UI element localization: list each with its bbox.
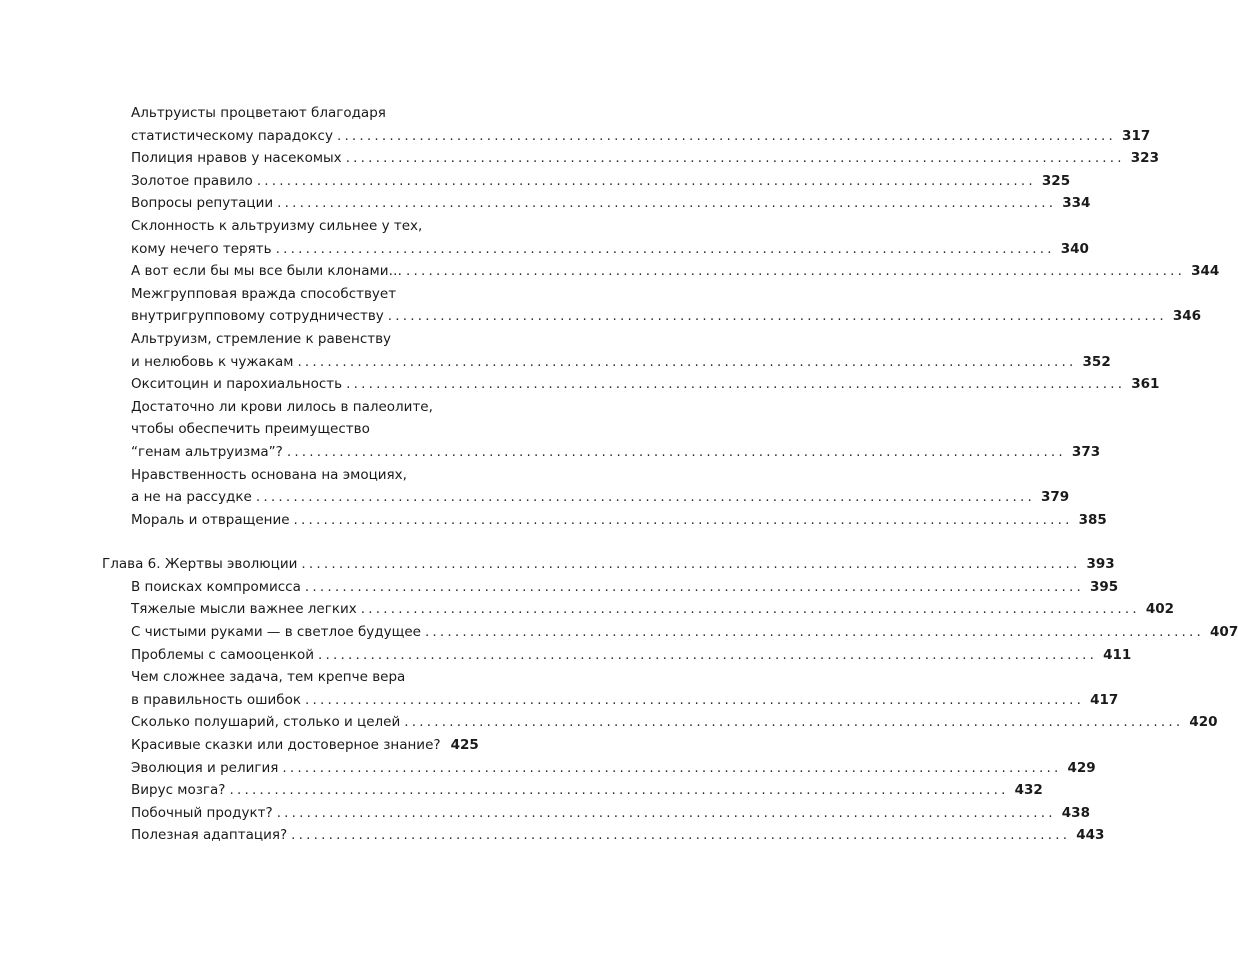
toc-page-number: 411 bbox=[1103, 646, 1132, 663]
toc-entry[interactable] bbox=[102, 802, 1090, 825]
toc-page-number: 407 bbox=[1210, 624, 1238, 641]
toc-page-number: 323 bbox=[1130, 150, 1159, 167]
toc-entry[interactable] bbox=[102, 260, 1220, 283]
toc-entry-title: Эволюция и религия bbox=[131, 759, 279, 776]
toc-entry-title: Альтруисты процветают благодаря bbox=[131, 105, 386, 121]
toc-entry-title: Сколько полушарий, столько и целей bbox=[131, 714, 401, 731]
toc-entry-title: Склонность к альтруизму сильнее у тех, bbox=[131, 217, 423, 234]
dot-leader: ........................................................................................................ bbox=[293, 511, 1073, 528]
toc-page-number: 344 bbox=[1191, 263, 1220, 280]
toc-entry-title: А вот если бы мы все были клонами… bbox=[131, 263, 402, 280]
table-of-contents bbox=[102, 102, 1238, 847]
toc-entry-title: Альтруизм, стремление к равенству bbox=[131, 330, 392, 347]
dot-leader: ........................................................................................................ bbox=[318, 646, 1098, 663]
toc-page-number: 334 bbox=[1062, 195, 1091, 212]
toc-page-number: 379 bbox=[1040, 489, 1070, 506]
toc-entry-title: Чем сложнее задача, тем крепче вера bbox=[131, 669, 406, 686]
toc-entry-title: Мораль и отвращение bbox=[131, 511, 290, 528]
dot-leader: ........................................................................................................ bbox=[286, 443, 1066, 460]
dot-leader: ........................................................................................................ bbox=[229, 782, 1009, 799]
toc-page-number: 402 bbox=[1145, 601, 1175, 618]
toc-entry[interactable] bbox=[102, 509, 1107, 532]
toc-page-number: 443 bbox=[1076, 827, 1105, 844]
toc-page-number: 438 bbox=[1061, 804, 1090, 821]
dot-leader: ........................................................................................................ bbox=[345, 150, 1125, 167]
toc-entry-title: чтобы обеспечить преимущество bbox=[131, 421, 370, 438]
toc-page-number: 346 bbox=[1172, 308, 1202, 325]
dot-leader: ........................................................................................................ bbox=[336, 127, 1117, 144]
toc-entry-title: Полезная адаптация? bbox=[131, 827, 288, 844]
dot-leader: ........................................................................................................ bbox=[277, 195, 1057, 212]
toc-entry[interactable] bbox=[102, 192, 1091, 215]
toc-page-number: 429 bbox=[1067, 759, 1096, 776]
toc-page-number: 325 bbox=[1041, 172, 1071, 189]
dot-leader: ........................................................................................................ bbox=[275, 240, 1055, 257]
toc-entry-title: а не на рассудке bbox=[131, 489, 252, 506]
toc-entry-title: Золотое правило bbox=[131, 172, 253, 189]
toc-entry-title: Полиция нравов у насекомых bbox=[131, 150, 342, 167]
toc-entry-title: Достаточно ли крови лилось в палеолите, bbox=[131, 398, 433, 415]
dot-leader: ........................................................................................................ bbox=[297, 353, 1077, 370]
toc-entry-title: и нелюбовь к чужакам bbox=[131, 353, 294, 370]
toc-entry[interactable] bbox=[102, 283, 1202, 328]
toc-entry[interactable] bbox=[102, 147, 1159, 170]
toc-entry[interactable] bbox=[102, 711, 1218, 734]
toc-entry[interactable] bbox=[102, 824, 1105, 847]
toc-entry-title: Окситоцин и парохиальность bbox=[131, 376, 343, 393]
dot-leader: ........................................................................................................ bbox=[256, 172, 1036, 189]
toc-entry-title: в правильность ошибок bbox=[131, 691, 301, 708]
toc-entry[interactable] bbox=[102, 621, 1238, 644]
dot-leader: ........................................................................................................ bbox=[301, 556, 1081, 573]
toc-page-number: 393 bbox=[1086, 556, 1115, 573]
toc-entry-title: статистическому парадоксу bbox=[131, 127, 333, 144]
toc-entry-title: Красивые сказки или достоверное знание? bbox=[131, 737, 441, 754]
toc-entry[interactable] bbox=[102, 576, 1119, 599]
toc-entry[interactable] bbox=[102, 734, 479, 757]
dot-leader: ........................................................................................................ bbox=[405, 263, 1186, 280]
toc-page-number: 361 bbox=[1131, 376, 1160, 393]
toc-page-number: 317 bbox=[1122, 127, 1151, 144]
dot-leader: ........................................................................................................ bbox=[360, 601, 1140, 618]
dot-leader: ........................................................................................................ bbox=[291, 827, 1071, 844]
dot-leader: ........................................................................................................ bbox=[424, 624, 1205, 641]
toc-page-number: 385 bbox=[1078, 511, 1107, 528]
dot-leader: ........................................................................................................ bbox=[387, 308, 1167, 325]
toc-entry-title: Побочный продукт? bbox=[131, 804, 273, 821]
chapter-title: Глава 6. Жертвы эволюции bbox=[102, 556, 298, 573]
toc-entry-title: Вирус мозга? bbox=[131, 782, 226, 799]
toc-entry-title: Проблемы с самооценкой bbox=[131, 646, 314, 663]
toc-page-number: 432 bbox=[1014, 782, 1043, 799]
dot-leader: ........................................................................................................ bbox=[276, 804, 1056, 821]
toc-page-number: 352 bbox=[1082, 353, 1111, 370]
toc-entry[interactable] bbox=[102, 215, 1089, 260]
toc-chapter-heading[interactable] bbox=[102, 553, 1115, 576]
toc-entry-title: “генам альтруизма”? bbox=[131, 443, 283, 460]
toc-entry[interactable] bbox=[102, 102, 1151, 147]
toc-entry-title: кому нечего терять bbox=[131, 240, 272, 257]
dot-leader: ........................................................................................................ bbox=[304, 578, 1084, 595]
toc-entry[interactable] bbox=[102, 170, 1071, 193]
toc-entry[interactable] bbox=[102, 598, 1175, 621]
toc-entry-title: В поисках компромисса bbox=[131, 578, 301, 595]
toc-entry[interactable] bbox=[102, 396, 1101, 464]
toc-entry-title: внутригрупповому сотрудничеству bbox=[131, 308, 384, 325]
toc-page-number: 340 bbox=[1060, 240, 1089, 257]
toc-entry-title: Тяжелые мысли важнее легких bbox=[131, 601, 357, 618]
toc-entry[interactable] bbox=[102, 666, 1119, 711]
toc-entry-title: С чистыми руками — в светлое будущее bbox=[131, 624, 421, 641]
toc-entry-title: Вопросы репутации bbox=[131, 195, 274, 212]
toc-entry[interactable] bbox=[102, 464, 1070, 509]
toc-entry[interactable] bbox=[102, 373, 1160, 396]
toc-entry[interactable] bbox=[102, 757, 1096, 780]
dot-leader: ........................................................................................................ bbox=[346, 376, 1126, 393]
toc-page-number: 395 bbox=[1089, 578, 1119, 595]
toc-entry[interactable] bbox=[102, 779, 1043, 802]
toc-entry[interactable] bbox=[102, 328, 1111, 373]
toc-entry[interactable] bbox=[102, 644, 1132, 667]
dot-leader: ........................................................................................................ bbox=[282, 759, 1062, 776]
dot-leader: ........................................................................................................ bbox=[304, 691, 1085, 708]
dot-leader: ........................................................................................................ bbox=[255, 489, 1035, 506]
toc-entry-title: Межгрупповая вражда способствует bbox=[131, 285, 397, 302]
toc-page-number: 373 bbox=[1071, 443, 1101, 460]
toc-page-number: 425 bbox=[450, 737, 479, 754]
toc-page-number: 420 bbox=[1189, 714, 1218, 731]
toc-entry-title: Нравственность основана на эмоциях, bbox=[131, 466, 407, 483]
dot-leader: ........................................................................................................ bbox=[404, 714, 1184, 731]
toc-page-number: 417 bbox=[1090, 691, 1119, 708]
